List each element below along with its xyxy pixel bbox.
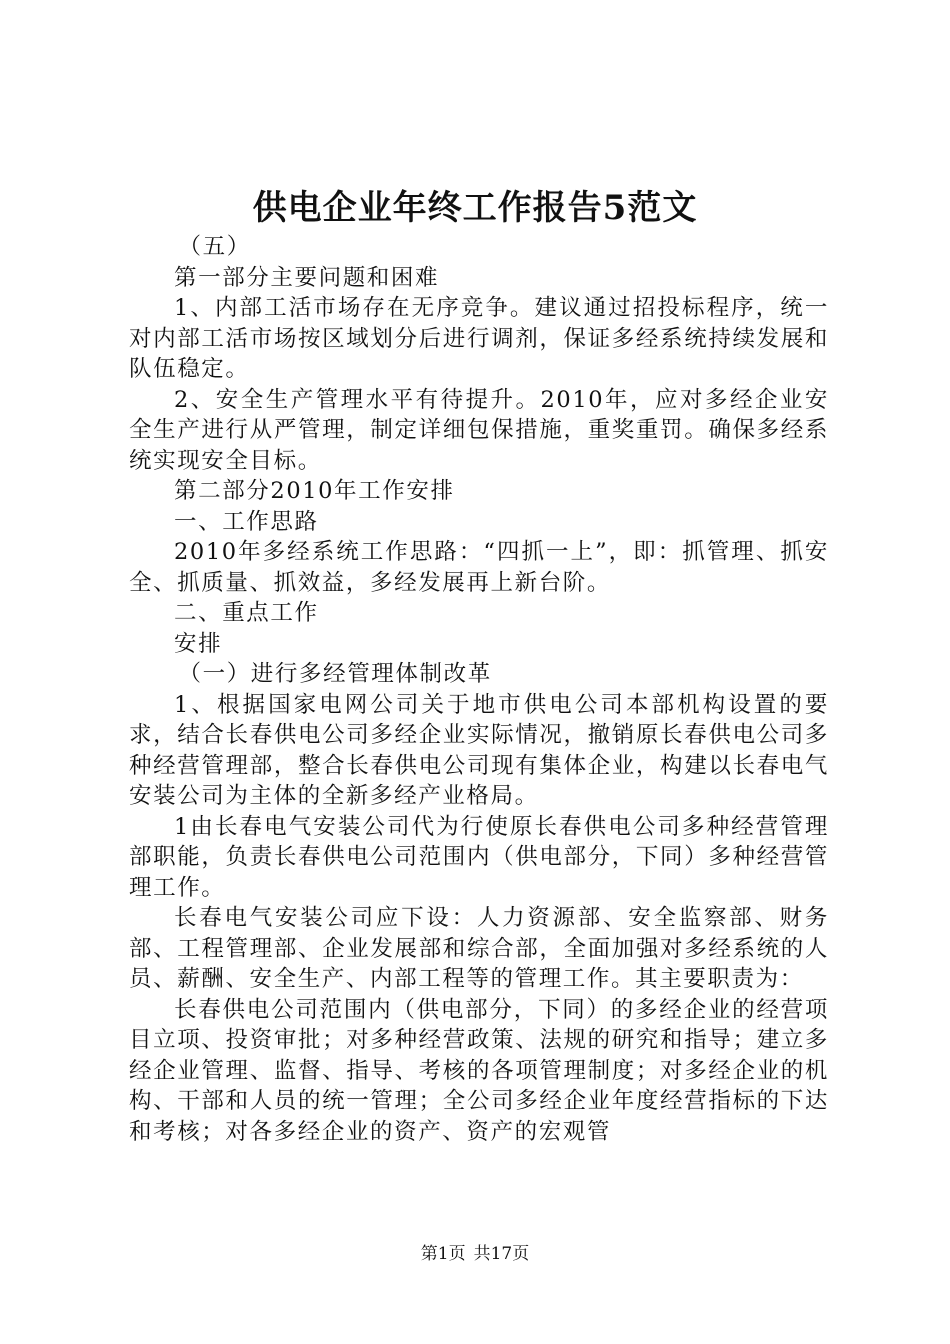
paragraph: 长春电气安装公司应下设：人力资源部、安全监察部、财务部、工程管理部、企业发展部和综合部，全面加强对多经系统的人员、薪酬、安全生产、内部工程等的管理工作。其主要职责为：: [129, 905, 829, 992]
paragraph: 1、内部工活市场存在无序竞争。建议通过招投标程序，统一对内部工活市场按区域划分后进行调剂，保证多经系统持续发展和队伍稳定。: [129, 295, 829, 382]
document-body: [129, 232, 829, 1147]
section-heading: 第二部分2010年工作安排: [174, 478, 455, 504]
paragraph: 2010年多经系统工作思路：“四抓一上”，即：抓管理、抓安全、抓质量、抓效益，多经发展再上新台阶。: [129, 539, 829, 596]
paragraph: 1由长春电气安装公司代为行使原长春供电公司多种经营管理部职能，负责长春供电公司范围内（供电部分，下同）多种经营管理工作。: [129, 813, 829, 901]
paragraph: 长春供电公司范围内（供电部分，下同）的多经企业的经营项目立项、投资审批；对多种经营政策、法规的研究和指导；建立多经企业管理、监督、指导、考核的各项管理制度；对多经企业的机构、干部和人员的统一管理；全公司多经企业年度经营指标的下达和考核；对各多经企业的资产、资产的宏观管: [129, 996, 829, 1145]
subsection-heading: （一）进行多经管理体制改革: [178, 661, 492, 687]
subsection-heading: 二、重点工作: [174, 600, 319, 626]
paragraph: （五）: [178, 234, 251, 260]
page-number: 第1页: [420, 1244, 466, 1264]
paragraph: 安排: [174, 630, 223, 657]
section-heading: 第一部分主要问题和困难: [174, 264, 440, 291]
paragraph: 2、安全生产管理水平有待提升。2010年，应对多经企业安全生产进行从严管理，制定详细包保措施，重奖重罚。确保多经系统实现安全目标。: [129, 386, 829, 474]
paragraph: 1、根据国家电网公司关于地市供电公司本部机构设置的要求，结合长春供电公司多经企业实际情况，撤销原长春供电公司多种经营管理部，整合长春供电公司现有集体企业，构建以长春电气安装公司为主体的全新多经产业格局。: [129, 691, 829, 809]
subsection-heading: 一、工作思路: [174, 508, 319, 535]
document-title: 供电企业年终工作报告5范文: [252, 188, 698, 228]
page-total: 共17页: [473, 1244, 530, 1264]
page-footer: [0, 1242, 950, 1266]
